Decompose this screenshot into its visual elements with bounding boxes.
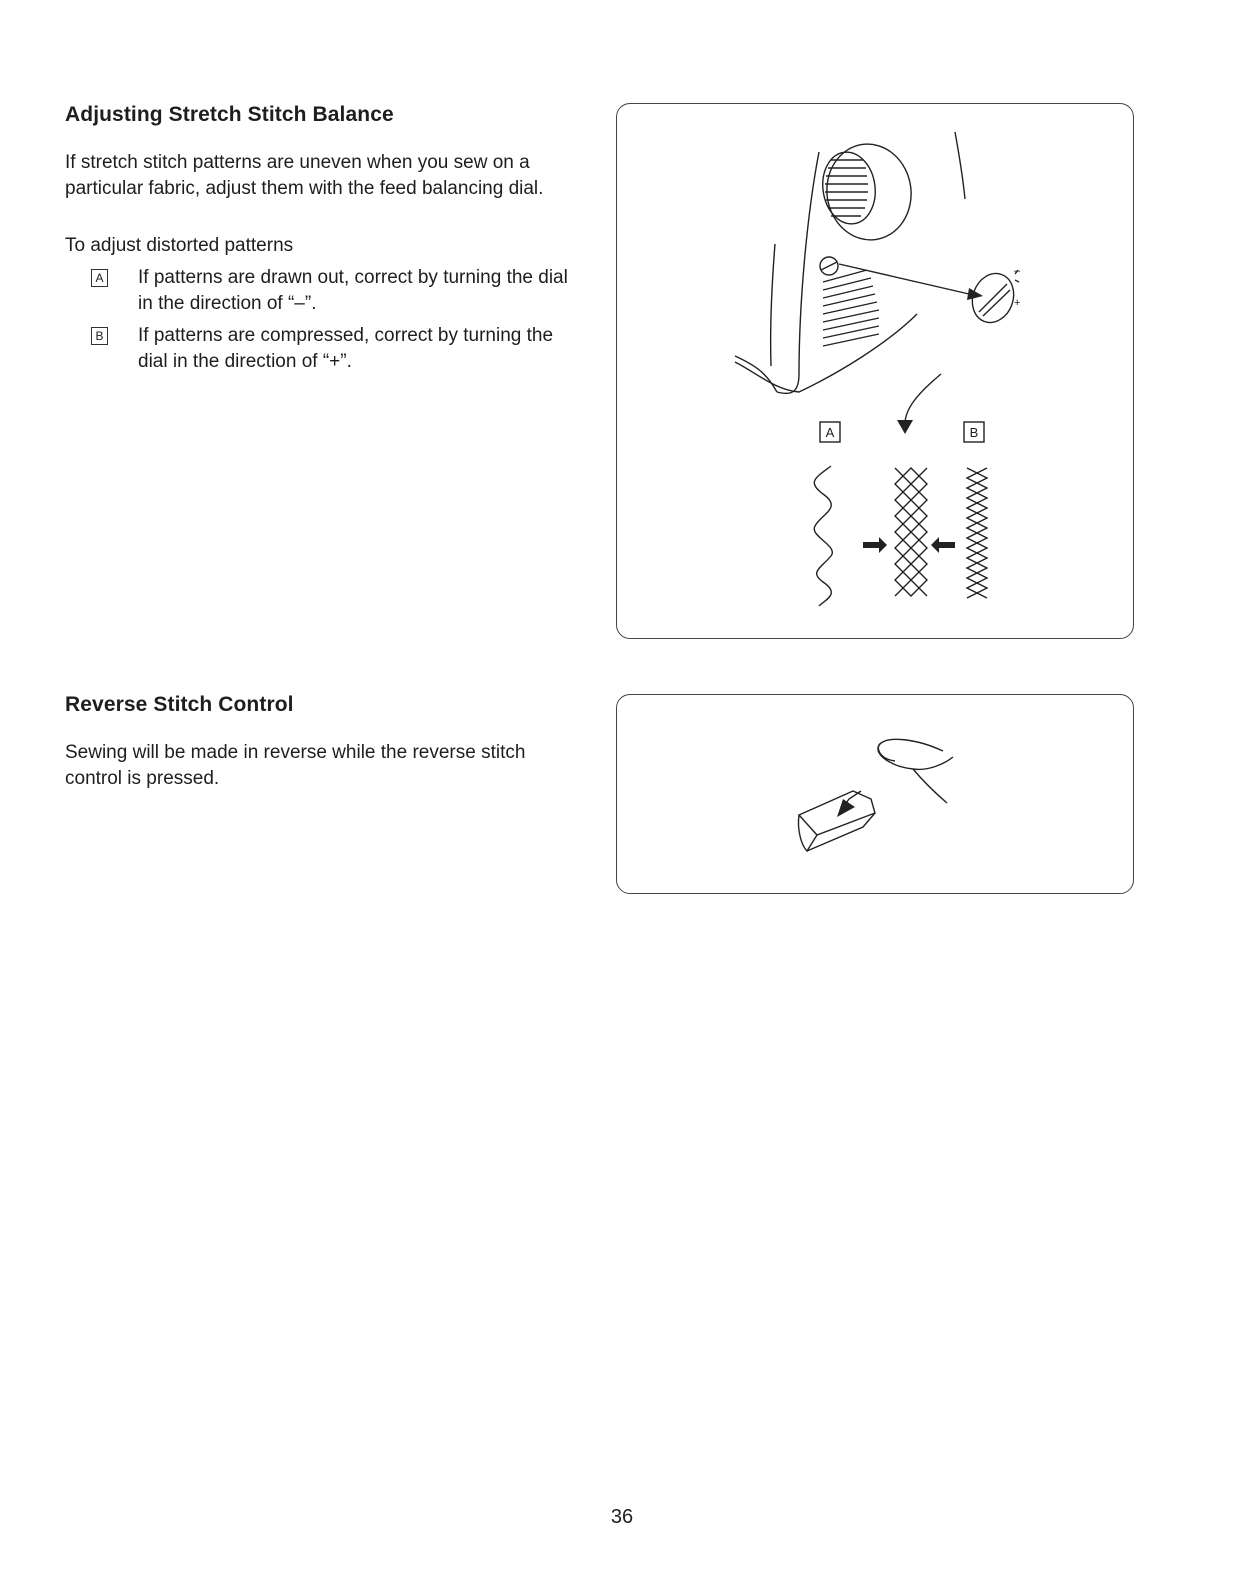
item-letter-a: A xyxy=(91,269,108,287)
pattern-normal xyxy=(895,468,927,596)
finger-icon xyxy=(878,739,953,769)
item-text-b: If patterns are compressed, correct by turning the dial in the direction of “+”. xyxy=(138,325,554,372)
figure-label-a: A xyxy=(825,425,835,440)
dial-plus-mark: + xyxy=(1014,297,1021,309)
left-arrow-icon xyxy=(931,537,955,553)
dial-minus-mark: – xyxy=(1014,265,1021,277)
reverse-stitch-paragraph: Sewing will be made in reverse while the reverse stitch control is pressed. xyxy=(65,742,526,789)
section-heading-reverse-stitch: Reverse Stitch Control xyxy=(65,693,294,716)
dial-illustration xyxy=(617,104,1133,638)
figure-feed-balancing-dial xyxy=(616,103,1134,639)
adjust-label: To adjust distorted patterns xyxy=(65,235,294,256)
figure-reverse-stitch-control xyxy=(616,694,1134,894)
pattern-compressed xyxy=(967,468,987,598)
reverse-button-icon xyxy=(798,791,875,851)
down-arrow-icon xyxy=(897,420,913,434)
section-heading-stretch-balance: Adjusting Stretch Stitch Balance xyxy=(65,103,394,126)
figure-label-b: B xyxy=(969,425,979,440)
pattern-drawn-out xyxy=(814,466,832,606)
page-number: 36 xyxy=(610,1506,634,1528)
machine-body-line xyxy=(777,152,819,393)
reverse-control-illustration xyxy=(617,695,1133,893)
knob-icon xyxy=(818,139,917,246)
item-letter-b: B xyxy=(91,327,108,345)
right-arrow-icon xyxy=(863,537,887,553)
item-text-a: If patterns are drawn out, correct by turning the dial in the direction of “–”. xyxy=(138,267,568,314)
intro-paragraph: If stretch stitch patterns are uneven when you sew on a particular fabric, adjust them with the feed balancing dial. xyxy=(65,152,544,199)
curved-arrow xyxy=(905,374,941,424)
machine-right-line xyxy=(955,132,965,199)
machine-left-line xyxy=(771,244,775,366)
press-arrowhead-icon xyxy=(837,799,855,817)
